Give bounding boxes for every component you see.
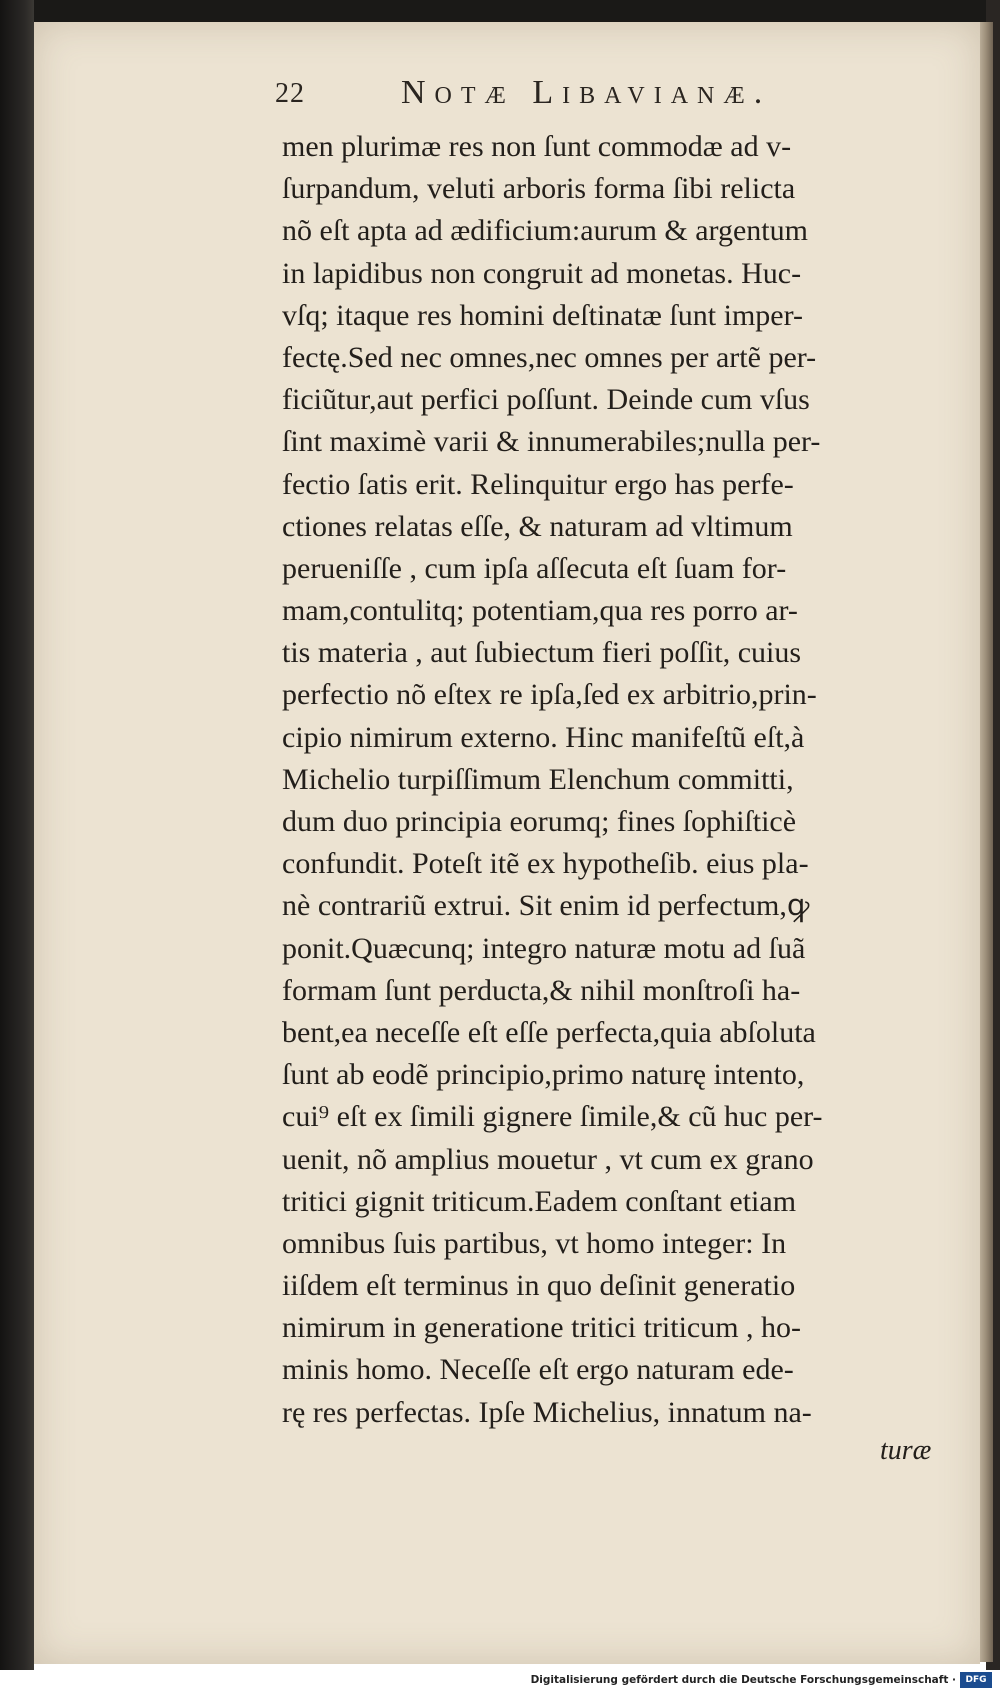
text-line: perfectio nõ eſtex re ipſa,ſed ex arbitrio,prin-	[282, 678, 817, 712]
text-line: men plurimæ res non ſunt commodæ ad v-	[282, 130, 792, 163]
running-head: Notæ Libavianæ.	[401, 74, 772, 111]
text-line: mam,contulitq; potentiam,qua res porro ar-	[282, 594, 798, 628]
text-line: ſunt ab eodẽ principio,primo naturę intento,	[282, 1058, 805, 1092]
text-line: perueniſſe , cum ipſa aſſecuta eſt ſuam for-	[282, 551, 787, 585]
text-line: fectio ſatis erit. Relinquitur ergo has perfe-	[282, 467, 794, 501]
catchword: turæ	[880, 1435, 932, 1466]
text-line: nõ eſt apta ad ædificium:aurum & argentum	[282, 214, 808, 248]
text-line: fectę.Sed nec omnes,nec omnes per artẽ per-	[282, 340, 817, 374]
text-line: cui⁹ eſt ex ſimili gignere ſimile,& cũ huc per-	[282, 1100, 823, 1134]
text-line: confundit. Poteſt itẽ ex hypotheſib. eius pla-	[282, 847, 809, 881]
text-line: ſurpandum, veluti arboris forma ſibi relicta	[282, 172, 796, 206]
page-number: 22	[275, 78, 305, 109]
text-line: formam ſunt perducta,& nihil monſtroſi ha-	[282, 973, 801, 1007]
text-line: bent,ea neceſſe eſt eſſe perfecta,quia abſoluta	[282, 1015, 816, 1049]
text-line: ſint maximè varii & innumerabiles;nulla per-	[282, 425, 821, 459]
text-line: rę res perfectas. Ipſe Michelius, innatum na-	[282, 1395, 812, 1429]
text-line: ctiones relatas eſſe, & naturam ad vltimum	[282, 509, 793, 543]
text-line: iiſdem eſt terminus in quo deſinit generatio	[282, 1269, 796, 1303]
funding-credit: Digitalisierung gefördert durch die Deutsche Forschungsgemeinschaft ·	[530, 1674, 956, 1686]
text-line: tritici gignit triticum.Eadem conſtant etiam	[282, 1184, 797, 1218]
body-text	[282, 126, 962, 1434]
text-line: Michelio turpiſſimum Elenchum committi,	[282, 762, 794, 796]
text-line: ponit.Quæcunq; integro naturæ motu ad ſuã	[282, 931, 806, 965]
scan-border-left	[0, 0, 34, 1670]
text-line: cipio nimirum externo. Hinc manifeſtũ eſt,à	[282, 720, 805, 754]
text-line: tis materia , aut ſubiectum fieri poſſit, cuius	[282, 636, 802, 670]
text-line: nè contrariũ extrui. Sit enim id perfectum,ꝙ	[282, 889, 810, 923]
dfg-logo: DFG	[960, 1672, 992, 1688]
page-header	[275, 74, 975, 120]
text-line: in lapidibus non congruit ad monetas. Huc-	[282, 256, 802, 290]
text-line: omnibus ſuis partibus, vt homo integer: In	[282, 1226, 787, 1260]
text-line: uenit, nõ amplius mouetur , vt cum ex grano	[282, 1142, 814, 1176]
text-line: vſq; itaque res homini deſtinatæ ſunt imper-	[282, 298, 803, 332]
text-line: nimirum in generatione tritici triticum , ho-	[282, 1311, 802, 1345]
text-line: dum duo principia eorumq; fines ſophiſticè	[282, 805, 797, 838]
text-line: minis homo. Neceſſe eſt ergo naturam ede-	[282, 1353, 794, 1387]
text-line: ficiũtur,aut perfici poſſunt. Deinde cum vſus	[282, 383, 810, 417]
